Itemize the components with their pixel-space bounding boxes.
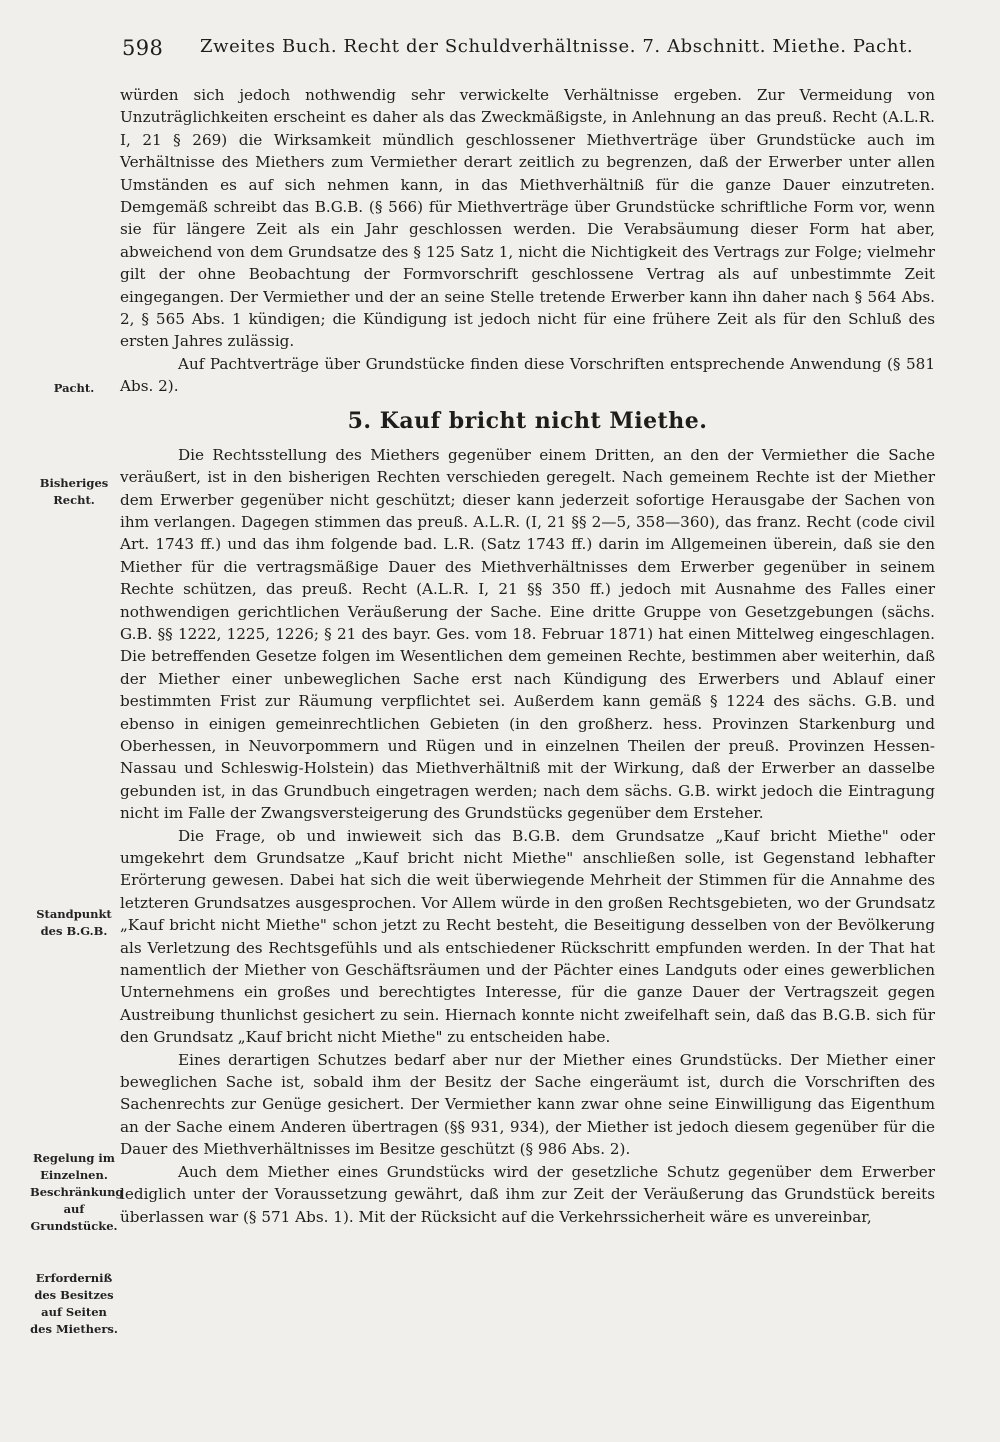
running-header (122, 30, 922, 70)
paragraph: Die Frage, ob und inwieweit sich das B.G.B. dem Grundsatze „Kauf bricht Miethe" oder umgekehrt dem Grundsatze „Kauf bricht nicht Miethe" anschließen solle, ist Gegenstand lebhafter Erörterung gewesen. Dabei hat sich die weit überwiegende Mehrheit der Stimmen für die Annahme des letzteren Grundsatzes ausgesprochen. Vor Allem würde in den großen Rechtsgebieten, wo der Grundsatz „Kauf bricht nicht Miethe" schon jetzt zu Recht besteht, die Beseitigung desselben von der Bevölkerung als Verletzung des Rechtsgefühls und als entschiedener Rückschritt empfunden werden. In der That hat namentlich der Miether von Geschäftsräumen und der Pächter eines Landguts oder eines gewerblichen Unternehmens ein großes und berechtigtes Interesse, für die ganze Dauer der Vertragszeit gegen Austreibung thunlichst gesichert zu sein. Hiernach konnte nicht zweifelhaft sein, daß das B.G.B. sich für den Grundsatz „Kauf bricht nicht Miethe" zu entscheiden habe. (120, 826, 935, 1047)
running-title: Zweites Buch. Recht der Schuldverhältnisse. 7. Abschnitt. Miethe. Pacht. (200, 36, 914, 57)
paragraph: Auf Pachtverträge über Grundstücke finden diese Vorschriften entsprechende Anwendung (§ 581 Abs. 2). (120, 354, 935, 396)
paragraph: Auch dem Miether eines Grundstücks wird der gesetzliche Schutz gegenüber dem Erwerber lediglich unter der Voraussetzung gewährt, daß ihm zur Zeit der Veräußerung das Grundstück bereits überlassen war (§ 571 Abs. 1). Mit der Rücksicht auf die Verkehrssicherheit wäre es unvereinbar, (120, 1162, 935, 1226)
margin-note-standpunkt: Standpunkt des B.G.B. (36, 907, 112, 938)
paragraph: Eines derartigen Schutzes bedarf aber nur der Miether eines Grundstücks. Der Miether einer beweglichen Sache ist, sobald ihm der Besitz der Sache eingeräumt ist, durch die Vorschriften des Sachenrechts zur Genüge gesichert. Der Vermiether kann zwar ohne seine Einwilligung das Eigenthum an der Sache einem Anderen übertragen (§§ 931, 934), der Miether ist jedoch diesem gegenüber für die Dauer des Miethverhältnisses im Besitze geschützt (§ 986 Abs. 2). (120, 1050, 935, 1159)
paragraph: würden sich jedoch nothwendig sehr verwickelte Verhältnisse ergeben. Zur Vermeidung von Unzuträglichkeiten erscheint es daher als das Zweckmäßigste, in Anlehnung an das preuß. Recht (A.L.R. I, 21 § 269) die Wirksamkeit mündlich geschlossener Miethverträge über Grundstücke auch im Verhältnisse des Miethers zum Vermiether derart zeitlich zu begrenzen, daß der Erwerber unter allen Umständen es auf sich nehmen kann, in das Miethverhältniß für die ganze Dauer einzutreten. Demgemäß schreibt das B.G.B. (§ 566) für Miethverträge über Grundstücke schriftliche Form vor, wenn sie für längere Zeit als ein Jahr geschlossen werden. Die Verabsäumung dieser Form hat aber, abweichend von dem Grundsatze des § 125 Satz 1, nicht die Nichtigkeit des Vertrags zur Folge; vielmehr gilt der ohne Beobachtung der Formvorschrift geschlossene Vertrag als auf unbestimmte Zeit eingegangen. Der Vermiether und der an seine Stelle tretende Erwerber kann ihn daher nach § 564 Abs. 2, § 565 Abs. 1 kündigen; die Kündigung ist jedoch nicht für eine frühere Zeit als für den Schluß des ersten Jahres zulässig. (120, 86, 935, 351)
section-heading: 5. Kauf bricht nicht Miethe. (347, 407, 708, 434)
page-number: 598 (122, 36, 164, 60)
main-text (120, 84, 935, 1228)
paragraph: Die Rechtsstellung des Miethers gegenüber einem Dritten, an den der Vermiether die Sache veräußert, ist in den bisherigen Rechten verschieden geregelt. Nach gemeinem Rechte ist der Miether dem Erwerber gegenüber nicht geschützt; dieser kann jederzeit sofortige Herausgabe der Sachen von ihm verlangen. Dagegen stimmen das preuß. A.L.R. (I, 21 §§ 2—5, 358—360), das franz. Recht (code civil Art. 1743 ff.) und das ihm folgende bad. L.R. (Satz 1743 ff.) darin im Allgemeinen überein, daß sie den Miether für die vertragsmäßige Dauer des Miethverhältnisses dem Erwerber gegenüber in seinem Rechte schützen, das preuß. Recht (A.L.R. I, 21 §§ 350 ff.) jedoch mit Ausnahme des Falles einer nothwendigen gerichtlichen Veräußerung der Sache. Eine dritte Gruppe von Gesetzgebungen (sächs. G.B. §§ 1222, 1225, 1226; § 21 des bayr. Ges. vom 18. Februar 1871) hat einen Mittelweg eingeschlagen. Die betreffenden Gesetze folgen im Wesentlichen dem gemeinen Rechte, bestimmen aber weiterhin, daß der Miether einer unbeweglichen Sache erst nach Kündigung des Erwerbers und Ablauf einer bestimmten Frist zur Räumung verpflichtet sei. Außerdem kann gemäß § 1224 des sächs. G.B. und ebenso in einigen gemeinrechtlichen Gebieten (in den großherz. hess. Provinzen Starkenburg und Oberhessen, in Neuvorpommern und Rügen und in einzelnen Theilen der preuß. Provinzen Hessen-Nassau und Schleswig-Holstein) das Miethverhältniß mit der Wirkung, daß der Erwerber an dasselbe gebunden ist, in das Grundbuch eingetragen werden; nach dem sächs. G.B. wirkt jedoch die Eintragung nicht im Falle der Zwangsversteigerung des Grundstücks gegenüber dem Ersteher. (120, 445, 935, 823)
margin-note-pacht: Pacht. (53, 381, 95, 395)
margin-note-regelung: Regelung im Einzelnen. Beschränkung auf Grundstücke. (30, 1151, 124, 1233)
margin-note-besitz: Erforderniß des Besitzes auf Seiten des Miethers. (30, 1271, 118, 1336)
margin-note-bisheriges-recht: Bisheriges Recht. (39, 476, 109, 507)
